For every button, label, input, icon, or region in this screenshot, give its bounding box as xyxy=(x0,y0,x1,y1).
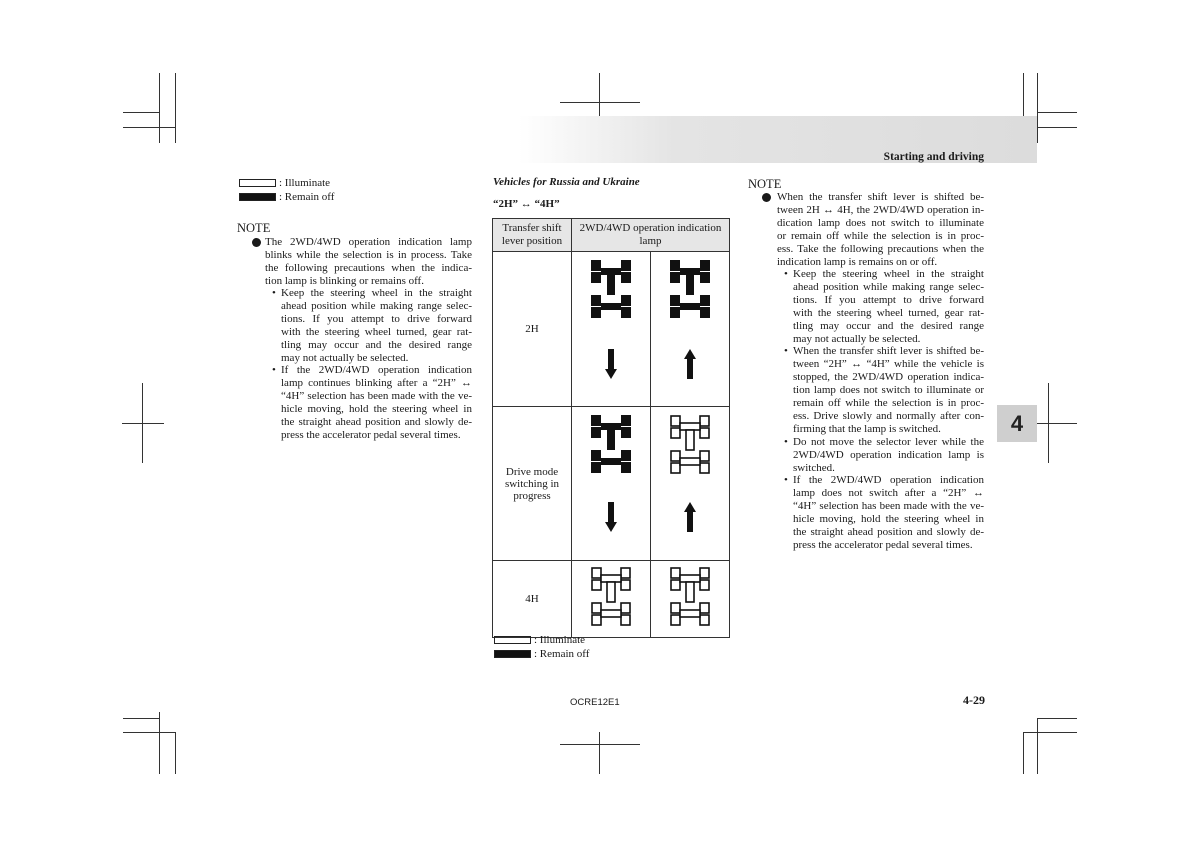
text-line: with the steering wheel turned, gear rat- xyxy=(281,325,472,338)
text-line: may not actually be selected. xyxy=(281,351,409,364)
indication-table xyxy=(492,218,730,638)
drivetrain-lamp-off-icon xyxy=(671,416,709,473)
lamp-cell xyxy=(651,252,730,407)
mode-heading: “2H” ↔ “4H” xyxy=(493,198,560,210)
text-line: press the accelerator pedal several times. xyxy=(281,428,461,441)
illuminate-swatch xyxy=(239,179,276,187)
text-line: tling may occur and the desired range xyxy=(281,338,472,351)
text-line: “4H” selection has been made with the ve- xyxy=(793,500,984,513)
text-line: Do not move the selector lever while the xyxy=(793,435,984,448)
text-line: the straight ahead position and slowly de- xyxy=(793,526,984,539)
text-line: lamp continues blinking after a “2H” ↔ xyxy=(281,377,472,390)
arrow-up-icon xyxy=(684,502,696,532)
text-line: ess. Drive slowly and normally after con- xyxy=(793,409,984,422)
text-line: 2WD/4WD operation indication lamp is xyxy=(793,448,984,461)
section-title: Starting and driving xyxy=(883,151,984,163)
text-line: the following precautions when the indica- xyxy=(265,261,472,274)
text-line: tions. If you attempt to drive forward xyxy=(793,293,984,306)
legend-illuminate xyxy=(239,177,330,189)
drivetrain-lamp-on-icon xyxy=(591,260,631,318)
row-label-2h: 2H xyxy=(493,252,572,407)
text-line: When the transfer shift lever is shifted be- xyxy=(793,345,984,358)
lamp-sequence xyxy=(651,561,729,634)
table-row xyxy=(493,407,730,561)
lamp-cell xyxy=(651,561,730,638)
document-code: OCRE12E1 xyxy=(570,697,620,708)
note-title: NOTE xyxy=(237,221,271,235)
text-line: may not actually be selected. xyxy=(793,332,921,345)
text-line: ahead position while making range selec- xyxy=(281,299,472,312)
sub-bullet-icon: • xyxy=(784,268,788,280)
lamp-sequence xyxy=(651,407,729,557)
text-line: If the 2WD/4WD operation indication xyxy=(281,364,472,377)
drivetrain-lamp-off-icon xyxy=(592,568,630,625)
text-line: or remain off while the selection is in proc- xyxy=(777,229,984,242)
text-line: remain off while the selection is in proc- xyxy=(793,397,984,410)
lamp-sequence xyxy=(572,561,650,634)
text-line: tween 2H ↔ 4H, the 2WD/4WD operation in- xyxy=(777,203,984,216)
text-line: with the steering wheel turned, gear rat- xyxy=(793,306,984,319)
text-line: indication lamp is remains on or off. xyxy=(777,255,938,268)
arrow-down-icon xyxy=(605,349,617,379)
legend-remain-off xyxy=(239,191,334,203)
note-paragraph xyxy=(265,236,472,288)
legend-illuminate-label: : Illuminate xyxy=(534,634,586,646)
lamp-cell xyxy=(651,407,730,561)
text-line: tling may occur and the desired range xyxy=(793,319,984,332)
legend-remain-off xyxy=(494,648,589,660)
text-line: firming that the lamp is switched. xyxy=(793,422,941,435)
illuminate-swatch xyxy=(494,636,531,644)
sub-bullet-icon: • xyxy=(272,287,276,299)
text-line: tion lamp does not switch to illuminate or xyxy=(793,384,984,397)
legend-remain-off-label: : Remain off xyxy=(534,648,590,660)
text-line: hicle moving, hold the steering wheel in xyxy=(281,403,472,416)
table-row xyxy=(493,252,730,407)
drivetrain-lamp-off-icon xyxy=(671,568,709,625)
text-line: stopped, the 2WD/4WD operation indica- xyxy=(793,371,984,384)
sub-bullet-icon: • xyxy=(784,345,788,358)
text-line: lamp does not switch after a “2H” ↔ xyxy=(793,487,984,500)
lamp-sequence xyxy=(572,252,650,403)
note-sub-item xyxy=(784,345,984,435)
lamp-cell xyxy=(572,561,651,638)
text-line: press the accelerator pedal several times. xyxy=(793,538,973,551)
sub-bullet-icon: • xyxy=(784,474,788,487)
drivetrain-lamp-on-icon xyxy=(670,260,710,318)
bullet-icon xyxy=(762,193,771,202)
legend-remain-off-label: : Remain off xyxy=(279,191,335,203)
text-line: The 2WD/4WD operation indication lamp xyxy=(265,236,472,248)
text-line: If the 2WD/4WD operation indication xyxy=(793,474,984,487)
header-indication-lamp: 2WD/4WD operation indication lamp xyxy=(572,219,730,252)
sub-bullet-icon: • xyxy=(272,364,276,377)
drivetrain-lamp-on-icon xyxy=(591,415,631,473)
text-line: ahead position while making range selec- xyxy=(793,280,984,293)
bullet-icon xyxy=(252,238,261,247)
row-label-4h: 4H xyxy=(493,561,572,638)
lamp-cell xyxy=(572,407,651,561)
note-sub-item xyxy=(784,268,984,345)
text-line: Keep the steering wheel in the straight xyxy=(793,268,984,280)
text-line: tion lamp is blinking or remains off. xyxy=(265,274,424,287)
page-number: 4-29 xyxy=(963,693,985,707)
table-row xyxy=(493,561,730,638)
lamp-cell xyxy=(572,252,651,407)
remain-off-swatch xyxy=(494,650,531,658)
remain-off-swatch xyxy=(239,193,276,201)
sub-bullet-icon: • xyxy=(784,435,788,448)
region-subtitle: Vehicles for Russia and Ukraine xyxy=(493,176,640,188)
text-line: dication lamp does not switch to illuminate xyxy=(777,216,984,229)
note-sub-item xyxy=(784,474,984,551)
legend-illuminate-label: : Illuminate xyxy=(279,177,331,189)
row-label-switching: Drive mode switching in progress xyxy=(493,407,572,561)
table-header-row xyxy=(493,219,730,252)
text-line: “4H” selection has been made with the ve- xyxy=(281,390,472,403)
text-line: tween “2H” ↔ “4H” while the vehicle is xyxy=(793,358,984,371)
text-line: blinks while the selection is in process. Take xyxy=(265,248,472,261)
text-line: When the transfer shift lever is shifted be- xyxy=(777,191,984,203)
lamp-sequence xyxy=(651,252,729,403)
arrow-up-icon xyxy=(684,349,696,379)
header-lever-position: Transfer shift lever position xyxy=(493,219,572,252)
note-sub-item xyxy=(272,287,472,364)
text-line: ess. Take the following precautions when the xyxy=(777,242,984,255)
text-line: the straight ahead position and slowly de- xyxy=(281,416,472,429)
note-sub-item xyxy=(784,435,984,475)
note-paragraph xyxy=(777,191,984,268)
text-line: switched. xyxy=(793,461,835,474)
note-sub-item xyxy=(272,364,472,441)
chapter-tab: 4 xyxy=(997,405,1037,442)
arrow-down-icon xyxy=(605,502,617,532)
lamp-sequence xyxy=(572,407,650,557)
text-line: tions. If you attempt to drive forward xyxy=(281,312,472,325)
legend-illuminate xyxy=(494,634,585,646)
text-line: Keep the steering wheel in the straight xyxy=(281,287,472,299)
note-title: NOTE xyxy=(748,177,782,191)
text-line: hicle moving, hold the steering wheel in xyxy=(793,513,984,526)
